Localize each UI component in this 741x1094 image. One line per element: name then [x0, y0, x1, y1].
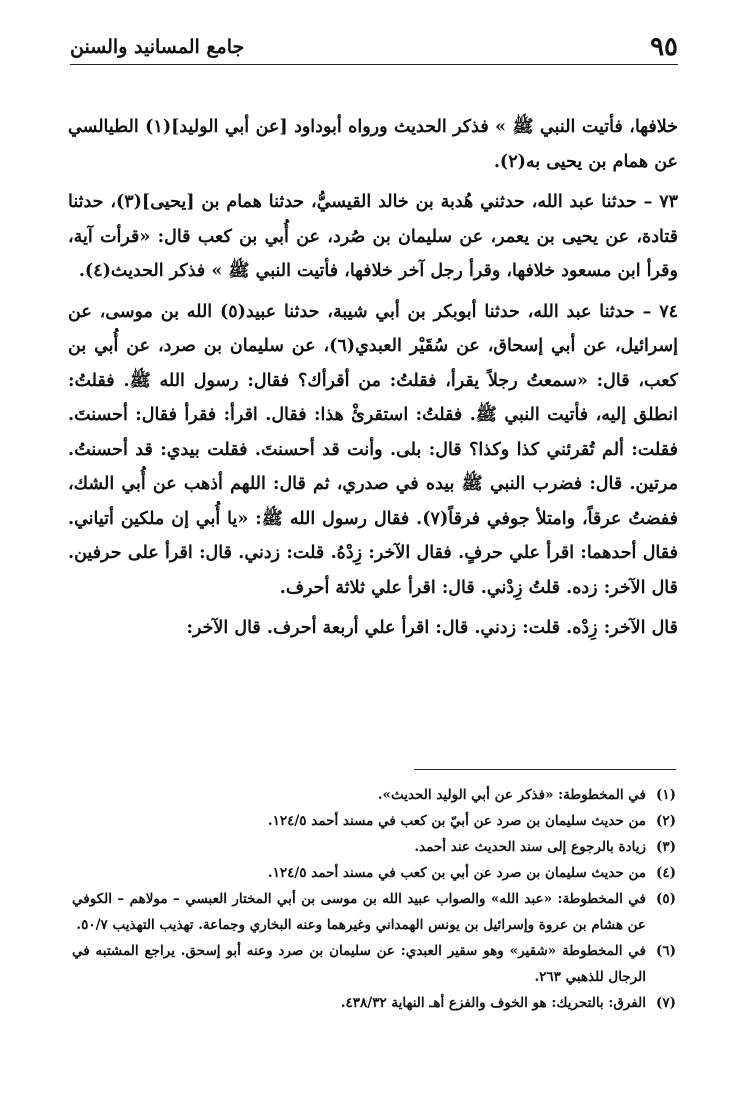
footnote-item [72, 834, 676, 860]
page-header [70, 30, 678, 65]
footnote-number: (٤) [655, 865, 676, 881]
running-title: جامع المسانيد والسنن [70, 36, 245, 58]
footnote-item [72, 938, 676, 990]
footnote-item [72, 990, 676, 1016]
footnote-number: (١) [655, 787, 676, 803]
footnote-text: في المخطوطة: «فذكر عن أبي الوليد الحديث». [377, 787, 646, 803]
footnote-text: في المخطوطة: «عبد الله» والصواب عبيد الله بن موسى بن أبي المختار العبسي – مولاهم – الكوفي عن هشام بن عروة وإسرائيل بن يونس الهمداني وغيرهما وعنه البخاري وجماعة. تهذيب التهذيب ٥٠/٧. [72, 891, 646, 933]
footnote-item [72, 808, 676, 834]
paragraph-continuation: قال الآخر: زِدْه. قلت: زدني. قال: اقرأ علي أربعة أحرف. قال الآخر: [186, 618, 678, 638]
footnote-number: (٢) [655, 813, 676, 829]
paragraph-hadith-73: ٧٣ – حدثنا عبد الله، حدثني هُدبة بن خالد القيسيُّ، حدثنا همام بن [يحيى](٣)، حدثنا قتادة، عن يحيى بن يعمر، عن سليمان بن صُرد، عن أُبي بن كعب قال: «قرأت آية، وقرأ ابن مسعود خلافها، وقرأ رجل آخر خلافها، فأتيت النبي ﷺ » فذكر الحديث(٤). [68, 192, 678, 281]
footnote-text: زيادة بالرجوع إلى سند الحديث عند أحمد. [414, 839, 646, 855]
footnote-text: الفرق: بالتحريك: هو الخوف والفزع أهـ النهاية ٤٣٨/٣٢. [340, 995, 646, 1011]
footnotes [72, 782, 676, 1016]
footnote-number: (٧) [655, 995, 676, 1011]
footnote-number: (٦) [655, 943, 676, 959]
footnote-item [72, 886, 676, 938]
footnote-text: في المخطوطة «شقير» وهو سقير العبدي: عن سليمان بن صرد وعنه أبو إسحق. يراجع المشتبه في الرجال للذهبي ٢٦٣. [72, 943, 646, 985]
footnote-number: (٥) [655, 891, 676, 907]
footnote-number: (٣) [655, 839, 676, 855]
footnote-divider [414, 769, 676, 770]
paragraph-hadith-74: ٧٤ – حدثنا عبد الله، حدثنا أبوبكر بن أبي شيبة، حدثنا عبيد(٥) الله بن موسى، عن إسرائيل، عن أبي إسحاق، عن سُقَيْر العبدي(٦)، عن سليمان بن صرد، عن أُبي بن كعب، قال: «سمعتُ رجلاً يقرأ، فقلتُ: من أقرأك؟ فقال: رسول الله ﷺ. فقلتُ: انطلق إليه، فأتيت النبي ﷺ. فقلتُ: استقرئْ هذا: فقال. اقرأ: فقرأ فقال: أحسنتَ. فقلت: ألم تُقرئني كذا وكذا؟ قال: بلى. وأنت قد أحسنتَ. فقلت بيدي: قد أحسنتُ. مرتين. قال: فضرب النبي ﷺ بيده في صدري، ثم قال: اللهم أذهب عن أُبي الشك، ففضتُ عرقاً، وامتلأ جوفي فرقاً(٧). فقال رسول الله ﷺ: «يا أُبي إن ملكين أتياني. فقال أحدهما: اقرأ علي حرفٍ. فقال الآخر: زِدْهُ. قلت: زدني. قال: اقرأ على حرفين. قال الآخر: زده. قلتُ زِدْني. قال: اقرأ علي ثلاثة أحرف. [68, 301, 678, 598]
main-text [68, 110, 678, 646]
page-number: ٩٥ [650, 32, 678, 62]
paragraph-1: خلافها، فأتيت النبي ﷺ » فذكر الحديث ورواه أبوداود [عن أبي الوليد](١) الطيالسي عن همام بن يحيى به(٢). [68, 117, 678, 172]
footnote-text: من حديث سليمان بن صرد عن أبي بن كعب في مسند أحمد ١٢٤/٥. [267, 865, 646, 881]
footnote-item [72, 782, 676, 808]
footnote-text: من حديث سليمان بن صرد عن أبيّ بن كعب في مسند أحمد ١٢٤/٥. [267, 813, 646, 829]
footnote-item [72, 860, 676, 886]
